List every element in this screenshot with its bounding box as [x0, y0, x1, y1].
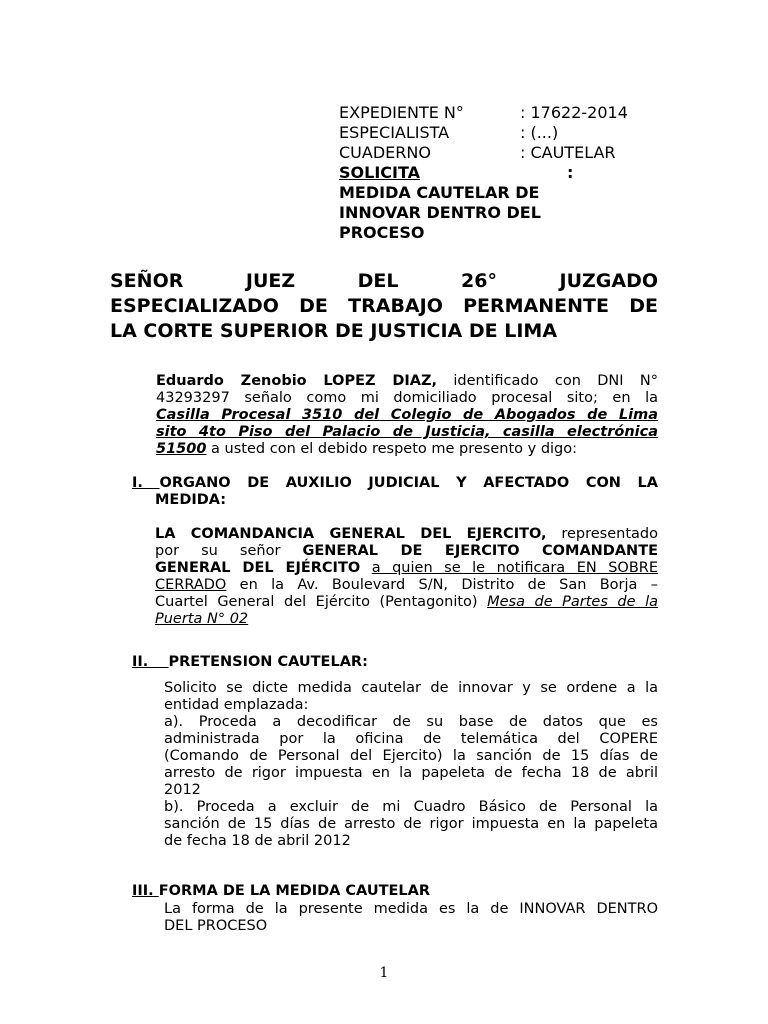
section-2-heading: [132, 654, 368, 671]
section-1-title-line: MEDIDA:: [155, 492, 227, 508]
intro-text: identificado con DNI N°: [437, 373, 658, 389]
section-1-text: Cuartel General del Ejército (Pentagonito): [155, 594, 488, 610]
section-1-line: [155, 526, 658, 543]
solicita-colon: :: [567, 163, 574, 182]
intro-text: a usted con el debido respeto me presento y digo:: [206, 441, 578, 457]
section-2-line: administrada por la oficina de telemática del COPERE: [164, 731, 658, 747]
section-1-line: [155, 577, 658, 594]
addressee-word: DEL: [357, 270, 399, 292]
section-2-line: (Comando de Personal del Ejercito) la sanción de 15 días de: [164, 748, 658, 764]
addressee-line-2: ESPECIALIZADO DE TRABAJO PERMANENTE DE: [110, 295, 658, 317]
email-box: 51500: [156, 441, 207, 457]
expediente-label: EXPEDIENTE N°: [339, 103, 464, 122]
intro-line: Casilla Procesal 3510 del Colegio de Abogados de Lima: [156, 407, 658, 423]
section-1-line: [155, 543, 658, 560]
section-2-number: II.: [132, 654, 169, 670]
solicita-label: SOLICITA: [339, 163, 421, 182]
section-1-text: representado: [546, 526, 658, 542]
addressee-line-1: [110, 269, 658, 294]
section-1-italic: Mesa de Partes de la: [487, 594, 658, 610]
addressee-word: SEÑOR: [110, 270, 184, 292]
section-1-line: [155, 560, 658, 577]
intro-line: 43293297 señalo como mi domiciliado procesal sito; en la: [156, 390, 658, 406]
entity-name: LA COMANDANCIA GENERAL DEL EJERCITO,: [155, 526, 547, 542]
section-1-title: ORGANO DE AUXILIO JUDICIAL Y AFECTADO CON LA: [159, 475, 658, 491]
section-1-number: I.: [132, 475, 160, 491]
intro-line: sito 4to Piso del Palacio de Justicia, casilla electrónica: [156, 424, 658, 440]
section-2-title: PRETENSION CAUTELAR:: [168, 654, 368, 670]
expediente-row: [339, 103, 628, 123]
solicita-text: [339, 183, 584, 243]
section-3-line: La forma de la presente medida es la de INNOVAR DENTRO: [164, 901, 658, 917]
solicita-line: INNOVAR DENTRO DEL: [339, 203, 541, 222]
solicita-line: PROCESO: [339, 223, 425, 242]
section-3-number: III.: [132, 883, 159, 899]
section-3-title: FORMA DE LA MEDIDA CAUTELAR: [158, 883, 431, 899]
especialista-label: ESPECIALISTA: [339, 123, 450, 142]
section-1-bold: GENERAL DEL EJÉRCITO: [155, 560, 361, 576]
section-2-line: arresto de rigor impuesta en la papeleta de fecha 18 de abril: [164, 765, 658, 781]
cuaderno-value: : CAUTELAR: [520, 143, 616, 162]
section-3-body: [164, 901, 658, 935]
section-2-line: de fecha 18 de abril 2012: [164, 833, 351, 849]
intro-paragraph: [156, 373, 658, 458]
expediente-value: : 17622-2014: [520, 103, 628, 122]
section-2-line: a). Proceda a decodificar de su base de datos que es: [164, 714, 658, 730]
section-3-line: DEL PROCESO: [164, 918, 268, 934]
section-1-line: [155, 594, 658, 611]
section-3-title-line: [132, 883, 430, 900]
section-2-line: entidad emplazada:: [164, 697, 309, 713]
section-1-heading: [132, 475, 658, 509]
page-number: 1: [379, 965, 389, 981]
section-2-line: sanción de 15 días de arresto de rigor impuesta en la papeleta: [164, 816, 658, 832]
especialista-value: : (...): [520, 123, 559, 142]
section-1-text: por su señor: [155, 543, 303, 559]
section-1-underlined: CERRADO: [155, 577, 227, 593]
addressee-line-3: LA CORTE SUPERIOR DE JUSTICIA DE LIMA: [110, 320, 558, 342]
section-2-line: b). Proceda a excluir de mi Cuadro Básico de Personal la: [164, 799, 658, 815]
cuaderno-row: [339, 143, 616, 163]
section-1-underlined: a quien se le notificara EN SOBRE: [371, 560, 659, 576]
section-2-line: Solicito se dicte medida cautelar de innovar y se ordene a la: [164, 680, 658, 696]
addressee-word: 26°: [461, 270, 497, 292]
cuaderno-label: CUADERNO: [339, 143, 431, 162]
especialista-row: [339, 123, 584, 143]
section-2-line: 2012: [164, 782, 201, 798]
intro-line: [156, 441, 658, 458]
intro-line: [156, 373, 658, 390]
addressee-word: JUEZ: [245, 270, 296, 292]
section-1-body: [155, 526, 658, 628]
section-3-heading: [132, 883, 430, 900]
addressee-word: JUZGADO: [559, 270, 658, 292]
section-1-bold: GENERAL DE EJERCITO COMANDANTE: [302, 543, 658, 559]
section-1-line: Puerta N° 02: [155, 611, 249, 627]
addressee-heading: [110, 269, 658, 344]
section-1-title-line: [132, 475, 658, 492]
section-2-title-line: [132, 654, 368, 671]
section-2-body: [164, 680, 658, 850]
solicita-row: [339, 163, 584, 183]
solicita-line: MEDIDA CAUTELAR DE: [339, 183, 540, 202]
petitioner-name: Eduardo Zenobio LOPEZ DIAZ,: [156, 373, 437, 389]
case-header: [339, 103, 628, 243]
section-1-text: en la Av. Boulevard S/N, Distrito de San Borja –: [226, 577, 658, 593]
